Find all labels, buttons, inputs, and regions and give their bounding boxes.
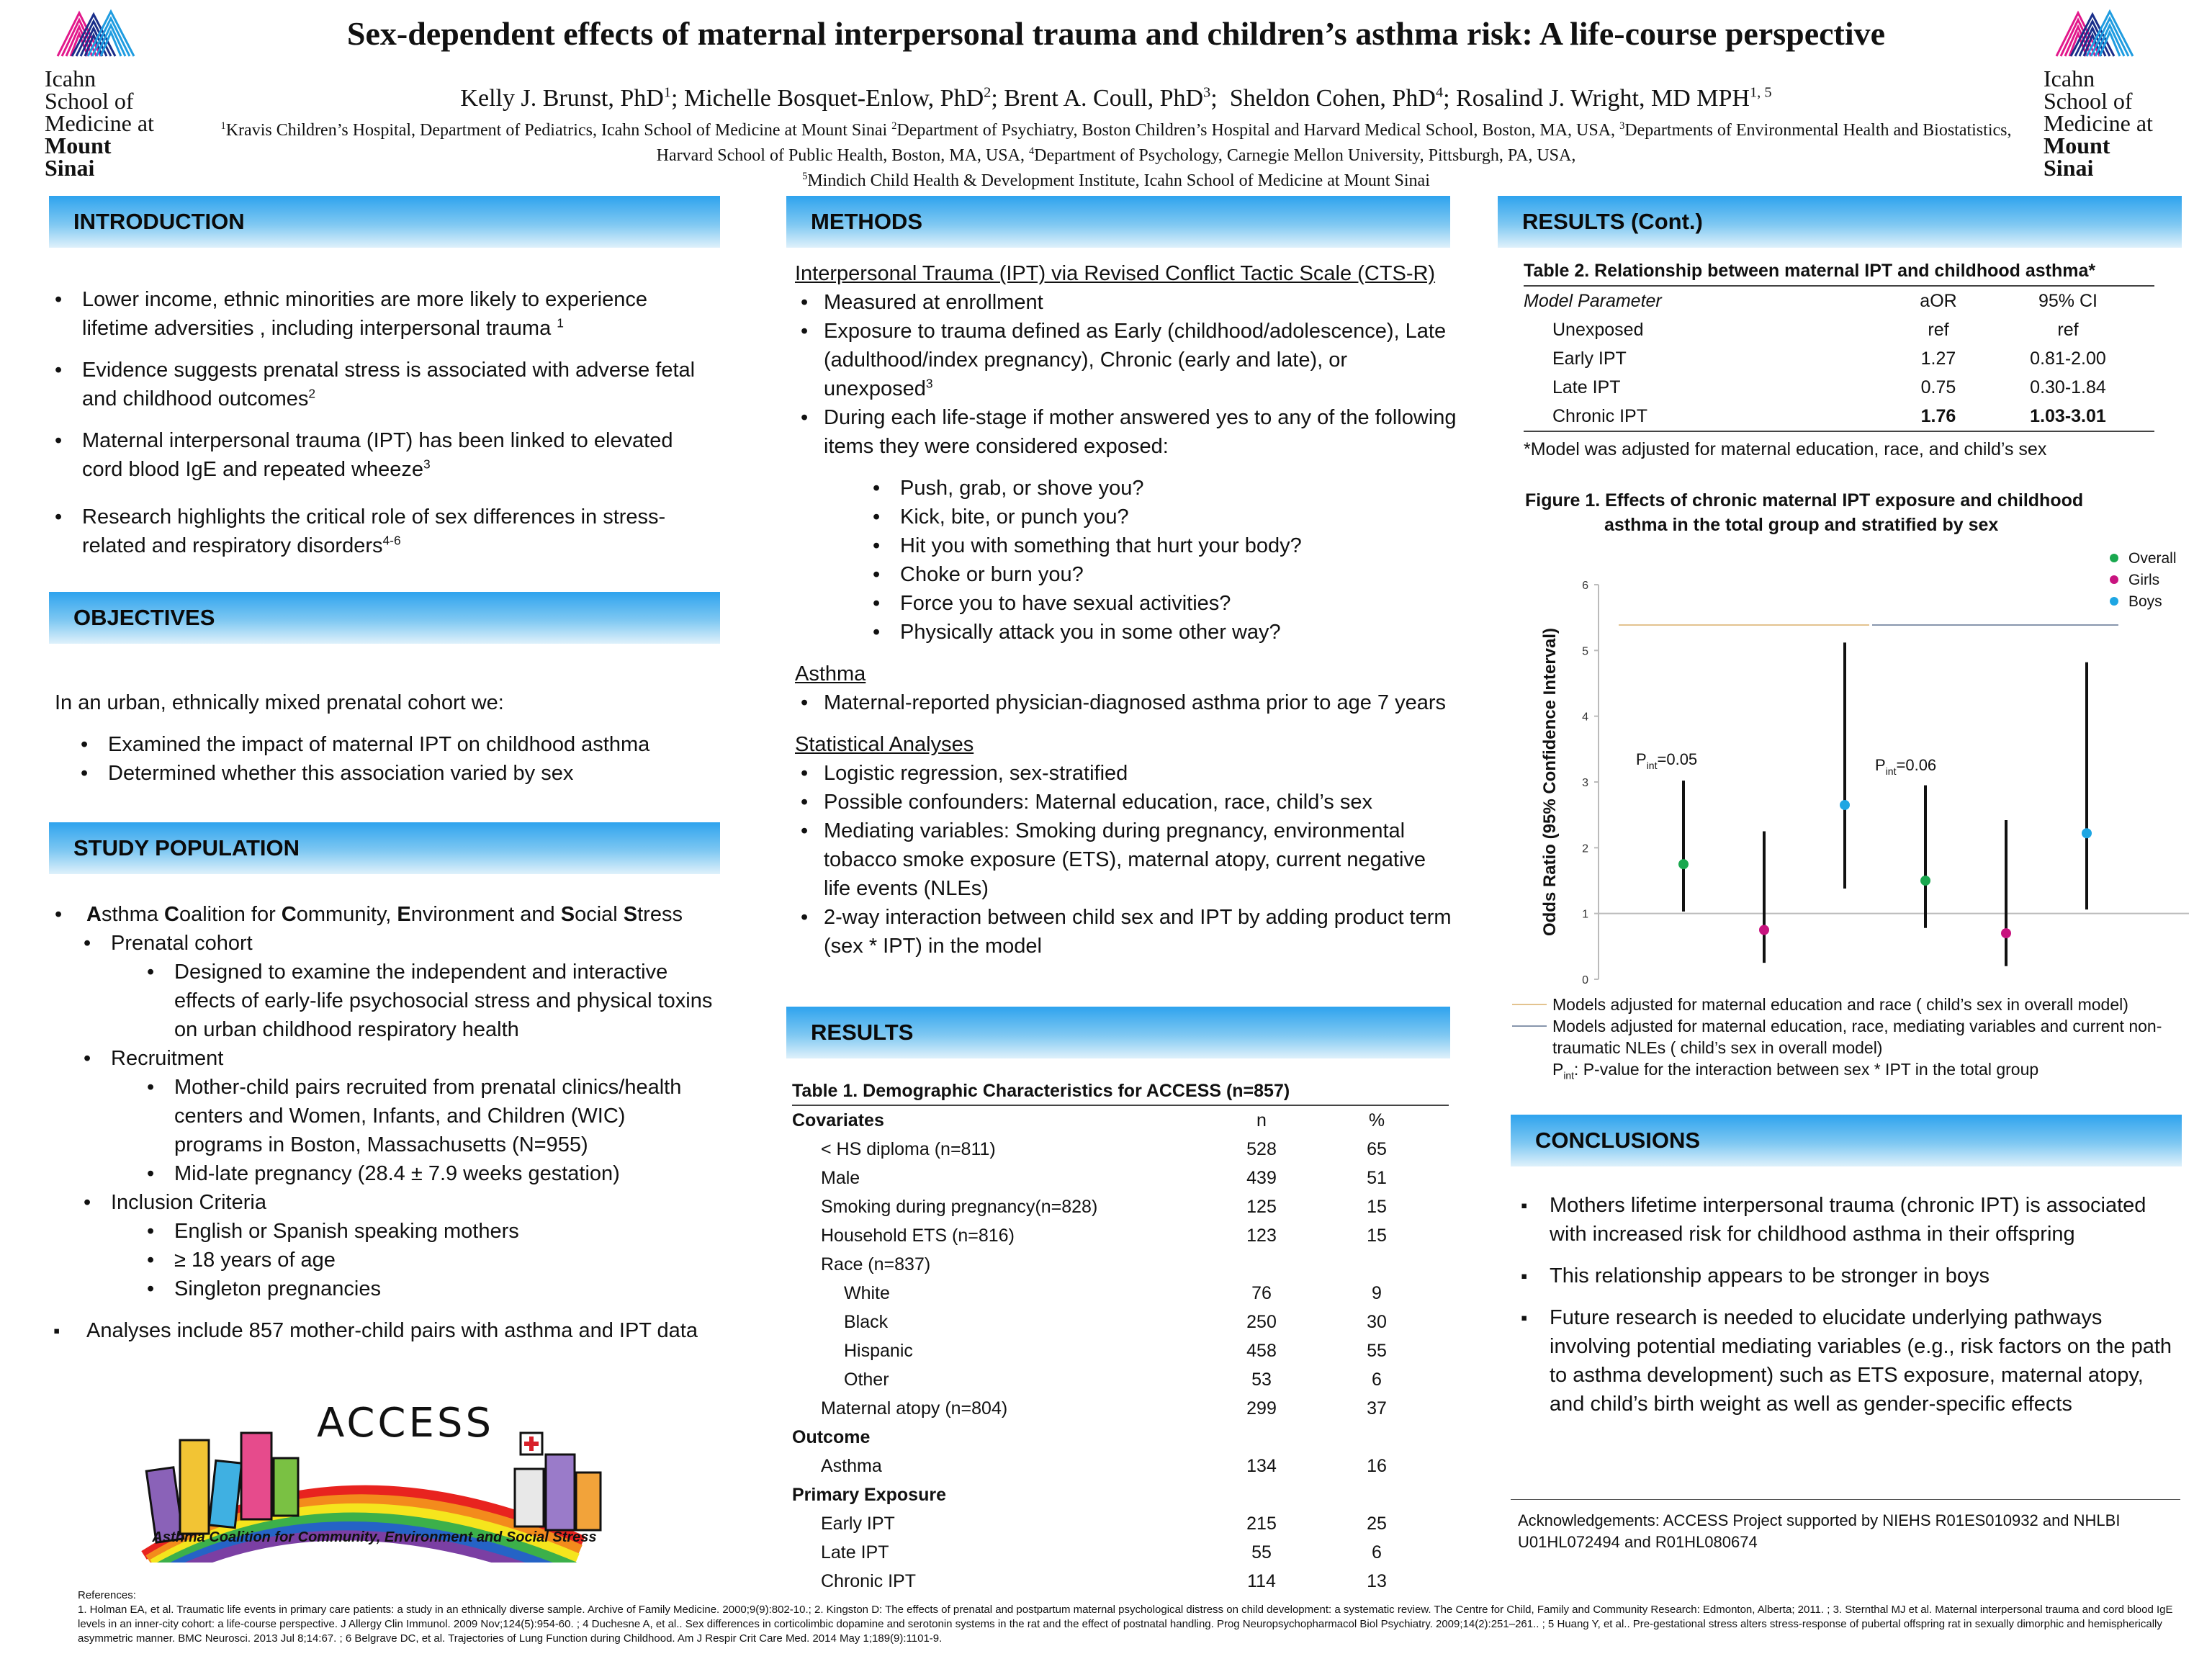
table-cell: < HS diploma (n=811) (821, 1138, 996, 1159)
table-cell: 55 (1367, 1340, 1387, 1361)
table-row (792, 1509, 1449, 1538)
line-swatch-icon (1512, 1025, 1547, 1027)
p-int-annotation: $P_{int}=0.05$ (1636, 750, 1698, 771)
legend-marker-overall (2110, 554, 2118, 562)
table-cell: 299 (1246, 1398, 1277, 1419)
table-cell: 0.75 (1920, 377, 1956, 397)
logo-mark-icon (2049, 6, 2143, 60)
column-header: 95% CI (2038, 290, 2098, 311)
line-swatch-icon (1512, 1004, 1547, 1005)
table-row (1524, 402, 2154, 431)
table-row (1524, 344, 2154, 373)
table-row (792, 1308, 1449, 1336)
results-cont-heading: RESULTS (Cont.) (1498, 196, 2182, 248)
logo-mark-icon (50, 6, 144, 60)
references: References: 1. Holman EA, et al. Traumatic life events in primary care patients: a study in an ethnically diverse sample. Archive of Family Medicine. 2000;9(9):802-10.; 2. Kingston D: The effects of prenatal and postpartum maternal psychological distress on child development: a systematic review. The Centre for Child, Family and Community Research: Edmonton, Alberta; 2011. ; 3. Sternthal MJ et al. Maternal interpersonal trauma and cord blood IgE levels in an inner-city cohort: a life-course perspective. J Allergy Clin Immunol. 2009 Nov;124(5):954-60. ; 4 Duchesne A, et al.. Sex differences in corticolimbic dopamine and serotonin systems in the rat and the effect of postnatal handling. Prog Neuropsychopharmacol Biol Psychiatry. 2009;14(2):251–261.. ; 5 Huang Y, et al.. Pre-gestational stress alters stress-response of pubertal offspring rat in sexually dimorphic and hemispherically asymmetric manner. BMC Neurosci. 2013 Jul 8;14:67. ; 6 Belgrave DC, et al. Trajectories of Lung Function during Childhood. Am J Respir Crit Care Med. 2014 May 1;189(9):1101-9. (78, 1589, 2173, 1645)
odds-ratio-chart (1512, 540, 2203, 1001)
list-item: • Lower income, ethnic minorities are more likely to experience lifetime adversities , including interpersonal trauma $^1$ (49, 285, 711, 343)
table-header-row (792, 1106, 1449, 1135)
cts-item: • Kick, bite, or punch you? (867, 503, 1457, 531)
legend-note: $P_{int}$: P-value for the interaction between sex * IPT in the total group (1552, 1060, 2039, 1082)
table-cell: 250 (1246, 1311, 1277, 1332)
conclusions-list (1516, 1191, 2179, 1419)
table-cell: Late IPT (1552, 377, 1621, 397)
list-item: • Research highlights the critical role of sex differences in stress-related and respiratory disorders$^{4-6}$ (49, 503, 711, 560)
table-cell: 65 (1367, 1138, 1387, 1159)
author: Sheldon Cohen, PhD (1229, 85, 1436, 112)
inclusion-item: • Singleton pregnancies (141, 1274, 719, 1303)
list-item: ▪ Future research is needed to elucidate underlying pathways involving potential mediating variables (e.g., risk factors on the path to asthma development) such as ETS exposure, maternal atopy, and child’s birth weight as well as gender-specific effects (1516, 1303, 2179, 1419)
table-cell: Chronic IPT (821, 1570, 916, 1591)
table-cell: Early IPT (1552, 348, 1627, 369)
table-cell: ref (2057, 319, 2079, 340)
table-note: *Model was adjusted for maternal education, race, and child’s sex (1524, 439, 2047, 459)
table-cell: Primary Exposure (792, 1484, 946, 1505)
table-cell (1305, 1423, 1449, 1452)
list-item: • Possible confounders: Maternal education, race, child’s sex (795, 788, 1457, 817)
table-cell: 6 (1372, 1369, 1382, 1390)
inclusion-item: • English or Spanish speaking mothers (141, 1217, 719, 1246)
methods-body (795, 259, 1457, 961)
table-cell: Household ETS (n=816) (821, 1225, 1015, 1246)
table-cell (1305, 1250, 1449, 1279)
acknowledgements: Acknowledgements: ACCESS Project supported by NIEHS R01ES010932 and NHLBI U01HL072494 and R01HL080674 (1511, 1499, 2180, 1553)
table-cell: Covariates (792, 1110, 884, 1130)
legend-marker-girls (2110, 575, 2118, 584)
or-point-overall (1678, 859, 1689, 869)
legend-label: Girls (2128, 572, 2160, 588)
y-tick-label: 5 (1582, 645, 1588, 658)
recruitment-item: • Mid-late pregnancy (28.4 ± 7.9 weeks gestation) (141, 1159, 719, 1188)
legend-note: Models adjusted for maternal education and race ( child’s sex in overall model) (1512, 994, 2175, 1015)
table-cell: 15 (1367, 1225, 1387, 1246)
table-cell: Early IPT (821, 1513, 895, 1534)
table-cell (1218, 1423, 1305, 1452)
table-cell: 55 (1251, 1542, 1272, 1563)
list-item: • Mediating variables: Smoking during pregnancy, environmental tobacco smoke exposure (ETS), maternal atopy, current negative life events (NLEs) (795, 817, 1457, 903)
table-cell: 1.03-3.01 (2030, 405, 2106, 426)
author: Michelle Bosquet-Enlow, PhD (684, 85, 984, 112)
or-table (1524, 256, 2154, 460)
y-tick-label: 2 (1582, 842, 1588, 855)
author: Brent A. Coull, PhD (1004, 85, 1204, 112)
table-cell: 1.27 (1920, 348, 1956, 369)
table-cell: Late IPT (821, 1542, 889, 1563)
ipt-subheading: Interpersonal Trauma (IPT) via Revised Conflict Tactic Scale (CTS-R) (795, 262, 1436, 285)
table-row (792, 1192, 1449, 1221)
author-list: Kelly J. Brunst, PhD$^1$; Michelle Bosquet-Enlow, PhD$^2$; Brent A. Coull, PhD$^3$; Sheldon Cohen, PhD$^4$; Rosalind J. Wright, MD MPH$^{1, 5}$ (460, 84, 1772, 112)
legend-label: Boys (2128, 593, 2162, 610)
objectives-lead: In an urban, ethnically mixed prenatal cohort we: (55, 691, 504, 714)
recruitment: • Recruitment (78, 1044, 719, 1073)
asthma-subheading: Asthma (795, 662, 866, 685)
column-header: n (1256, 1110, 1267, 1130)
list-item: • Evidence suggests prenatal stress is associated with adverse fetal and childhood outcomes$^2$ (49, 356, 711, 413)
table-cell: 0.30-1.84 (2030, 377, 2106, 397)
table-cell: Race (n=837) (821, 1254, 931, 1274)
or-point-boys (1840, 800, 1850, 810)
y-tick-label: 6 (1582, 580, 1588, 592)
table-cell: 9 (1372, 1282, 1382, 1303)
recruitment-item: • Mother-child pairs recruited from prenatal clinics/health centers and Women, Infants, and Children (WIC) programs in Boston, Massachusetts (N=955) (141, 1073, 719, 1159)
study-population-body (49, 900, 719, 1345)
table-title: Table 2. Relationship between maternal IPT and childhood asthma* (1524, 256, 2154, 287)
access-logo-text: ACCESS (317, 1400, 495, 1447)
table-cell: 37 (1367, 1398, 1387, 1419)
table-cell: Black (844, 1311, 889, 1332)
figure-title: Figure 1. Effects of chronic maternal IPT exposure and childhood asthma in the total group and stratified by sex (1525, 490, 2084, 535)
table-cell: 1.76 (1920, 405, 1956, 426)
table-row (792, 1221, 1449, 1250)
table-row (792, 1279, 1449, 1308)
acronym-expansion: • Asthma Coalition for Community, Environment and Social Stress (49, 900, 719, 929)
table-cell: 51 (1367, 1167, 1387, 1188)
table-cell: 16 (1367, 1455, 1387, 1476)
results-heading: RESULTS (786, 1007, 1450, 1058)
methods-heading: METHODS (786, 196, 1450, 248)
legend-marker-boys (2110, 597, 2118, 606)
table-row (1524, 315, 2154, 344)
y-tick-label: 0 (1582, 974, 1588, 986)
or-point-girls (2001, 928, 2011, 938)
table-cell: 123 (1246, 1225, 1277, 1246)
table-cell: ref (1928, 319, 1949, 340)
table-row (792, 1164, 1449, 1192)
list-item: ▪ This relationship appears to be stronger in boys (1516, 1262, 2179, 1290)
prenatal-cohort: • Prenatal cohort (78, 929, 719, 958)
study-population-heading: STUDY POPULATION (49, 822, 720, 874)
or-point-girls (1759, 925, 1769, 935)
table-cell: 0.81-2.00 (2030, 348, 2106, 369)
chart-footnotes (1512, 994, 2175, 1080)
table-header-row (1524, 287, 2154, 315)
cts-item: • Push, grab, or shove you? (867, 474, 1457, 503)
table-cell: 15 (1367, 1196, 1387, 1217)
table-cell: 76 (1251, 1282, 1272, 1303)
table-cell: 30 (1367, 1311, 1387, 1332)
logo-right: Icahn School of Medicine at Mount Sinai (2044, 6, 2202, 179)
table-cell: 53 (1251, 1369, 1272, 1390)
legend-label: Overall (2128, 550, 2177, 567)
list-item: • During each life-stage if mother answered yes to any of the following items they were considered exposed: (795, 403, 1457, 461)
table-cell: White (844, 1282, 890, 1303)
cts-item: • Choke or burn you? (867, 560, 1457, 589)
list-item: • 2-way interaction between child sex and IPT by adding product term (sex * IPT) in the model (795, 903, 1457, 961)
table-row (792, 1480, 1449, 1509)
table-cell: 13 (1367, 1570, 1387, 1591)
inclusion-criteria: • Inclusion Criteria (78, 1188, 719, 1217)
list-item: • Measured at enrollment (795, 288, 1457, 317)
cts-item: • Hit you with something that hurt your body? (867, 531, 1457, 560)
table-cell: 114 (1247, 1570, 1276, 1591)
y-tick-label: 1 (1582, 908, 1588, 921)
y-tick-label: 4 (1582, 711, 1588, 724)
table-cell: Smoking during pregnancy(n=828) (821, 1196, 1098, 1217)
column-header: Model Parameter (1524, 290, 1662, 311)
table-row (792, 1365, 1449, 1394)
table-row (792, 1423, 1449, 1452)
table-cell: Hispanic (844, 1340, 913, 1361)
table-cell: Unexposed (1552, 319, 1644, 340)
table-row (792, 1452, 1449, 1480)
introduction-list (49, 285, 711, 560)
y-axis-label: Odds Ratio (95% Confidence Interval) (1540, 627, 1560, 937)
table-cell (1218, 1250, 1305, 1279)
analyses-note: ▪ Analyses include 857 mother-child pairs with asthma and IPT data (49, 1316, 719, 1345)
table-cell: Chronic IPT (1552, 405, 1647, 426)
list-item: • Determined whether this association varied by sex (75, 759, 709, 788)
table-row (792, 1135, 1449, 1164)
list-item: • Maternal-reported physician-diagnosed asthma prior to age 7 years (795, 688, 1457, 717)
author: Rosalind J. Wright, MD MPH (1456, 85, 1750, 112)
affiliations: $^1$Kravis Children’s Hospital, Department of Pediatrics, Icahn School of Medicine at Mount Sinai $^2$Department of Psychiatry, Boston Children’s Hospital and Harvard Medical School, Boston, MA, USA, $^3$Departments of Environmental Health and Biostatistics, Harvard School of Public Health, Boston, MA, USA, $^4$Department of Psychology, Carnegie Mellon University, Pittsburgh, PA, USA, $^5$Mindich Child Health & Development Institute, Icahn School of Medicine at Mount Sinai (220, 120, 2012, 190)
table-cell: 458 (1246, 1340, 1277, 1361)
table-cell: 215 (1246, 1513, 1277, 1534)
table-cell: 134 (1246, 1455, 1277, 1476)
table-cell: Outcome (792, 1426, 871, 1447)
author: Kelly J. Brunst, PhD (460, 85, 664, 112)
table-cell: 528 (1246, 1138, 1277, 1159)
column-header: % (1368, 1110, 1385, 1130)
table-cell: 25 (1367, 1513, 1387, 1534)
introduction-heading: INTRODUCTION (49, 196, 720, 248)
list-item: • Examined the impact of maternal IPT on childhood asthma (75, 730, 709, 759)
objectives-heading: OBJECTIVES (49, 592, 720, 644)
p-int-annotation: $P_{int}=0.06$ (1875, 756, 1937, 777)
demographics-table (792, 1077, 1449, 1596)
table-cell (1218, 1480, 1305, 1509)
or-point-overall (1920, 876, 1930, 886)
table-cell: Maternal atopy (n=804) (821, 1398, 1008, 1419)
conclusions-heading: CONCLUSIONS (1511, 1115, 2182, 1166)
table-title: Table 1. Demographic Characteristics for ACCESS (n=857) (792, 1077, 1449, 1106)
table-cell: 125 (1246, 1196, 1277, 1217)
access-logo-caption: Asthma Coalition for Community, Environment and Social Stress (152, 1529, 597, 1545)
poster-title: Sex-dependent effects of maternal interpersonal trauma and children’s asthma risk: A life-course perspective (346, 15, 1886, 52)
table-cell: Male (821, 1167, 860, 1188)
table-row (792, 1336, 1449, 1365)
table-row (792, 1394, 1449, 1423)
table-cell: Asthma (821, 1455, 882, 1476)
y-tick-label: 3 (1582, 777, 1588, 789)
table-row (792, 1538, 1449, 1567)
table-row (792, 1250, 1449, 1279)
list-item: • Exposure to trauma defined as Early (childhood/adolescence), Late (adulthood/index pregnancy), Chronic (early and late), or unexposed$^3$ (795, 317, 1457, 403)
table-cell: 439 (1246, 1167, 1277, 1188)
column-header: aOR (1920, 290, 1957, 311)
list-item: • Maternal interpersonal trauma (IPT) has been linked to elevated cord blood IgE and repeated wheeze$^3$ (49, 426, 711, 484)
access-logo (122, 1390, 626, 1563)
legend-note: Models adjusted for maternal education, race, mediating variables and current non-traumatic NLEs ( child’s sex in overall model) (1512, 1015, 2175, 1058)
list-item: ▪ Mothers lifetime interpersonal trauma (chronic IPT) is associated with increased risk for childhood asthma in their offspring (1516, 1191, 2179, 1249)
cts-item: • Physically attack you in some other way? (867, 618, 1457, 647)
table-row (1524, 373, 2154, 402)
table-cell: 6 (1372, 1542, 1382, 1563)
inclusion-item: • ≥ 18 years of age (141, 1246, 719, 1274)
prenatal-detail: • Designed to examine the independent and interactive effects of early-life psychosocial stress and physical toxins on urban childhood respiratory health (141, 958, 719, 1044)
cts-item: • Force you to have sexual activities? (867, 589, 1457, 618)
logo-left: Icahn School of Medicine at Mount Sinai (45, 6, 203, 179)
stats-subheading: Statistical Analyses (795, 733, 974, 756)
table-cell (1305, 1480, 1449, 1509)
list-item: • Logistic regression, sex-stratified (795, 759, 1457, 788)
table-cell: Other (844, 1369, 889, 1390)
objectives-list (75, 730, 709, 788)
or-point-boys (2082, 828, 2092, 838)
